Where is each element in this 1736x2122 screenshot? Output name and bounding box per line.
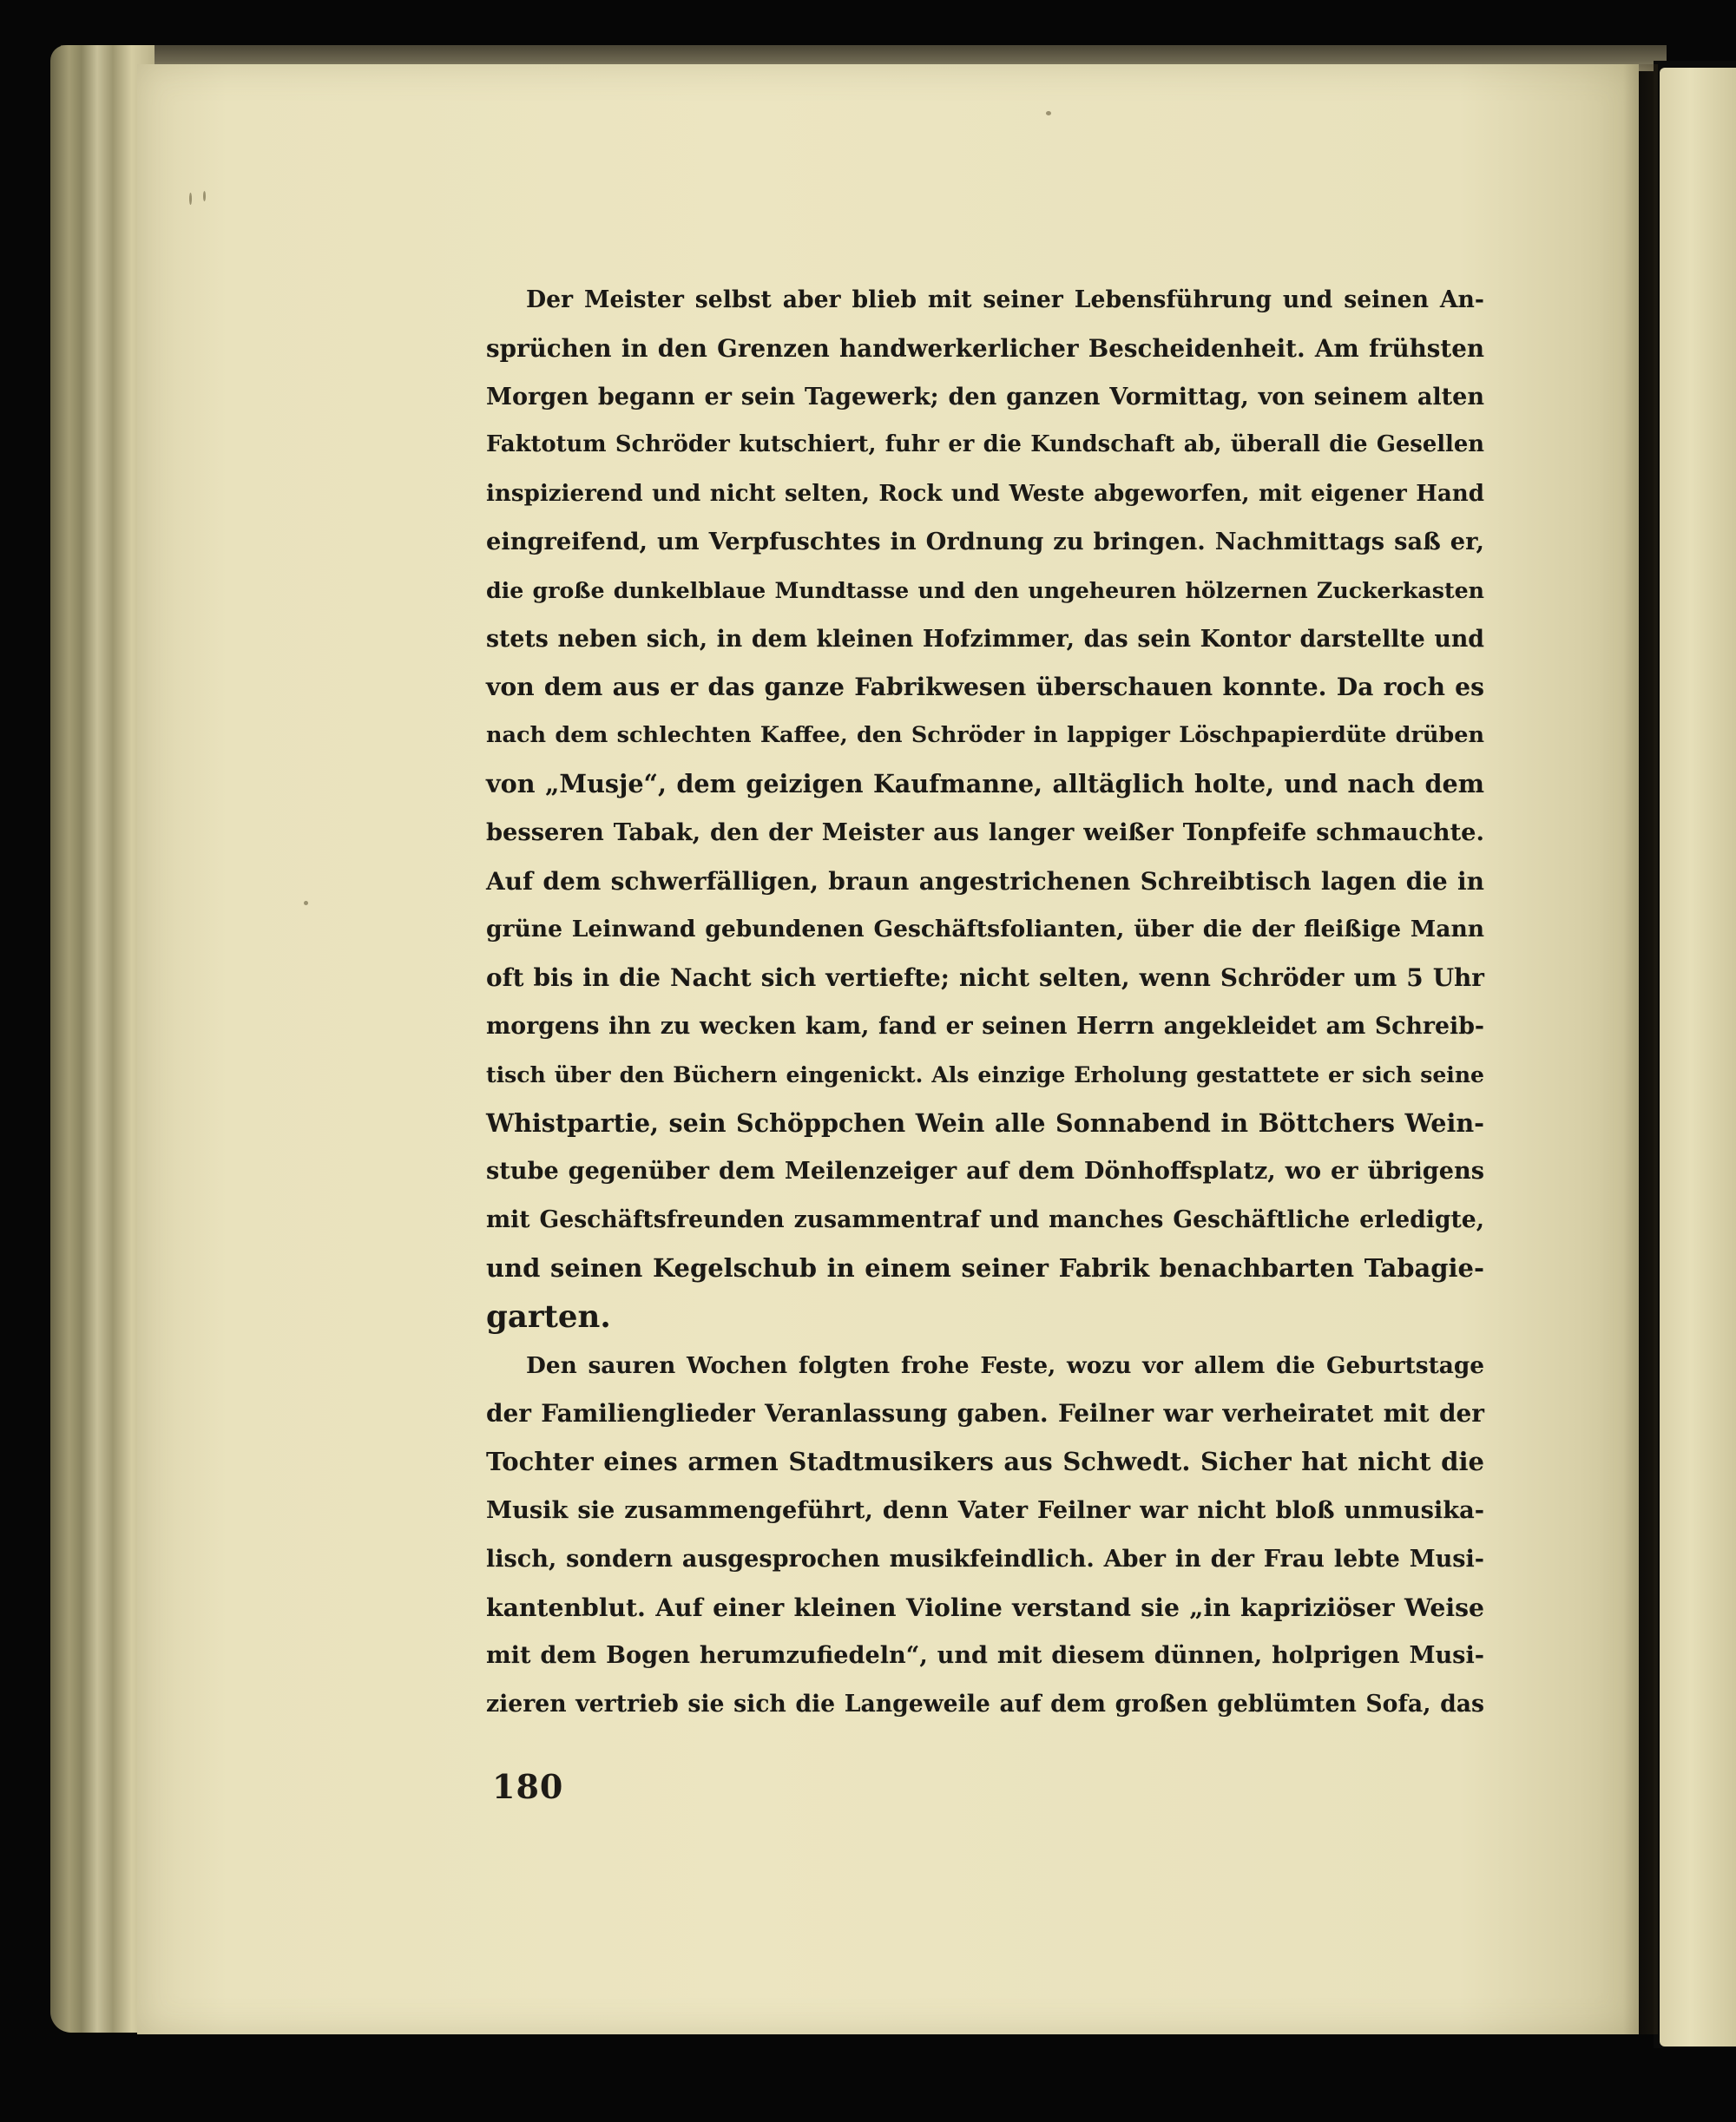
text-line: eingreifend, um Verpfuschtes in Ordnung zu bringen. Nachmittags saß er, bbox=[486, 527, 1484, 555]
text-line: die große dunkelblaue Mundtasse und den ungeheuren hölzernen Zuckerkasten bbox=[486, 576, 1484, 603]
page-speck bbox=[1046, 111, 1051, 115]
text-line: Den sauren Wochen folgten frohe Feste, wozu vor allem die Geburtstage bbox=[526, 1351, 1484, 1379]
text-line: Morgen begann er sein Tagewerk; den ganzen Vormittag, von seinem alten bbox=[486, 383, 1484, 411]
text-line: Faktotum Schröder kutschiert, fuhr er die Kundschaft ab, überall die Gesellen bbox=[486, 431, 1484, 458]
text-line: Tochter eines armen Stadtmusikers aus Schwedt. Sicher hat nicht die bbox=[486, 1447, 1484, 1477]
text-line: von „Musje“, dem geizigen Kaufmanne, alltäglich holte, und nach dem bbox=[486, 768, 1484, 798]
text-line: Der Meister selbst aber blieb mit seiner Lebensführung und seinen An- bbox=[526, 286, 1484, 313]
gutter-shadow bbox=[1623, 64, 1658, 2034]
body-text bbox=[486, 276, 1484, 1729]
text-line: mit dem Bogen herumzufiedeln“, und mit diesem dünnen, holprigen Musi- bbox=[486, 1642, 1484, 1670]
page-number: 180 bbox=[492, 1767, 564, 1806]
text-line: und seinen Kegelschub in einem seiner Fabrik benachbarten Tabagie- bbox=[486, 1252, 1484, 1283]
text-line: Whistpartie, sein Schöppchen Wein alle Sonnabend in Böttchers Wein- bbox=[486, 1107, 1484, 1138]
text-line: kantenblut. Auf einer kleinen Violine verstand sie „in kapriziöser Weise bbox=[486, 1592, 1484, 1622]
text-line: morgens ihn zu wecken kam, fand er seinen Herrn angekleidet am Schreib- bbox=[486, 1012, 1484, 1040]
text-line: sprüchen in den Grenzen handwerkerlicher Bescheidenheit. Am frühsten bbox=[486, 333, 1484, 363]
text-line: der Familienglieder Veranlassung gaben. Feilner war verheiratet mit der bbox=[486, 1399, 1484, 1429]
text-line: stube gegenüber dem Meilenzeiger auf dem Dönhoffsplatz, wo er übrigens bbox=[486, 1158, 1484, 1186]
text-line: tisch über den Büchern eingenickt. Als einzige Erholung gestattete er sich seine bbox=[486, 1061, 1484, 1087]
paragraph-1 bbox=[486, 276, 1484, 1342]
text-line: Auf dem schwerfälligen, braun angestrichenen Schreibtisch lagen die in bbox=[486, 866, 1484, 896]
text-line: stets neben sich, in dem kleinen Hofzimmer, das sein Kontor darstellte und bbox=[486, 625, 1484, 653]
page-speck bbox=[203, 191, 206, 201]
text-line: mit Geschäftsfreunden zusammentraf und manches Geschäftliche erledigte, bbox=[486, 1206, 1484, 1234]
text-line: garten. bbox=[486, 1298, 611, 1335]
paragraph-2 bbox=[486, 1342, 1484, 1729]
facing-page-edge bbox=[1660, 68, 1736, 2046]
text-line: lisch, sondern ausgesprochen musikfeindlich. Aber in der Frau lebte Musi- bbox=[486, 1545, 1484, 1573]
text-line: besseren Tabak, den der Meister aus langer weißer Tonpfeife schmauchte. bbox=[486, 818, 1484, 846]
text-line: inspizierend und nicht selten, Rock und Weste abgeworfen, mit eigener Hand bbox=[486, 480, 1484, 508]
text-line: oft bis in die Nacht sich vertiefte; nicht selten, wenn Schröder um 5 Uhr bbox=[486, 963, 1484, 993]
text-line: von dem aus er das ganze Fabrikwesen überschauen konnte. Da roch es bbox=[486, 673, 1484, 702]
text-line: nach dem schlechten Kaffee, den Schröder in lappiger Löschpapierdüte drüben bbox=[486, 722, 1484, 749]
text-line: grüne Leinwand gebundenen Geschäftsfolianten, über die der fleißige Mann bbox=[486, 916, 1484, 943]
text-line: Musik sie zusammengeführt, denn Vater Feilner war nicht bloß unmusika- bbox=[486, 1495, 1484, 1524]
page-speck bbox=[189, 193, 192, 205]
text-line: zieren vertrieb sie sich die Langeweile auf dem großen geblümten Sofa, das bbox=[486, 1691, 1484, 1718]
page-speck bbox=[304, 901, 308, 905]
